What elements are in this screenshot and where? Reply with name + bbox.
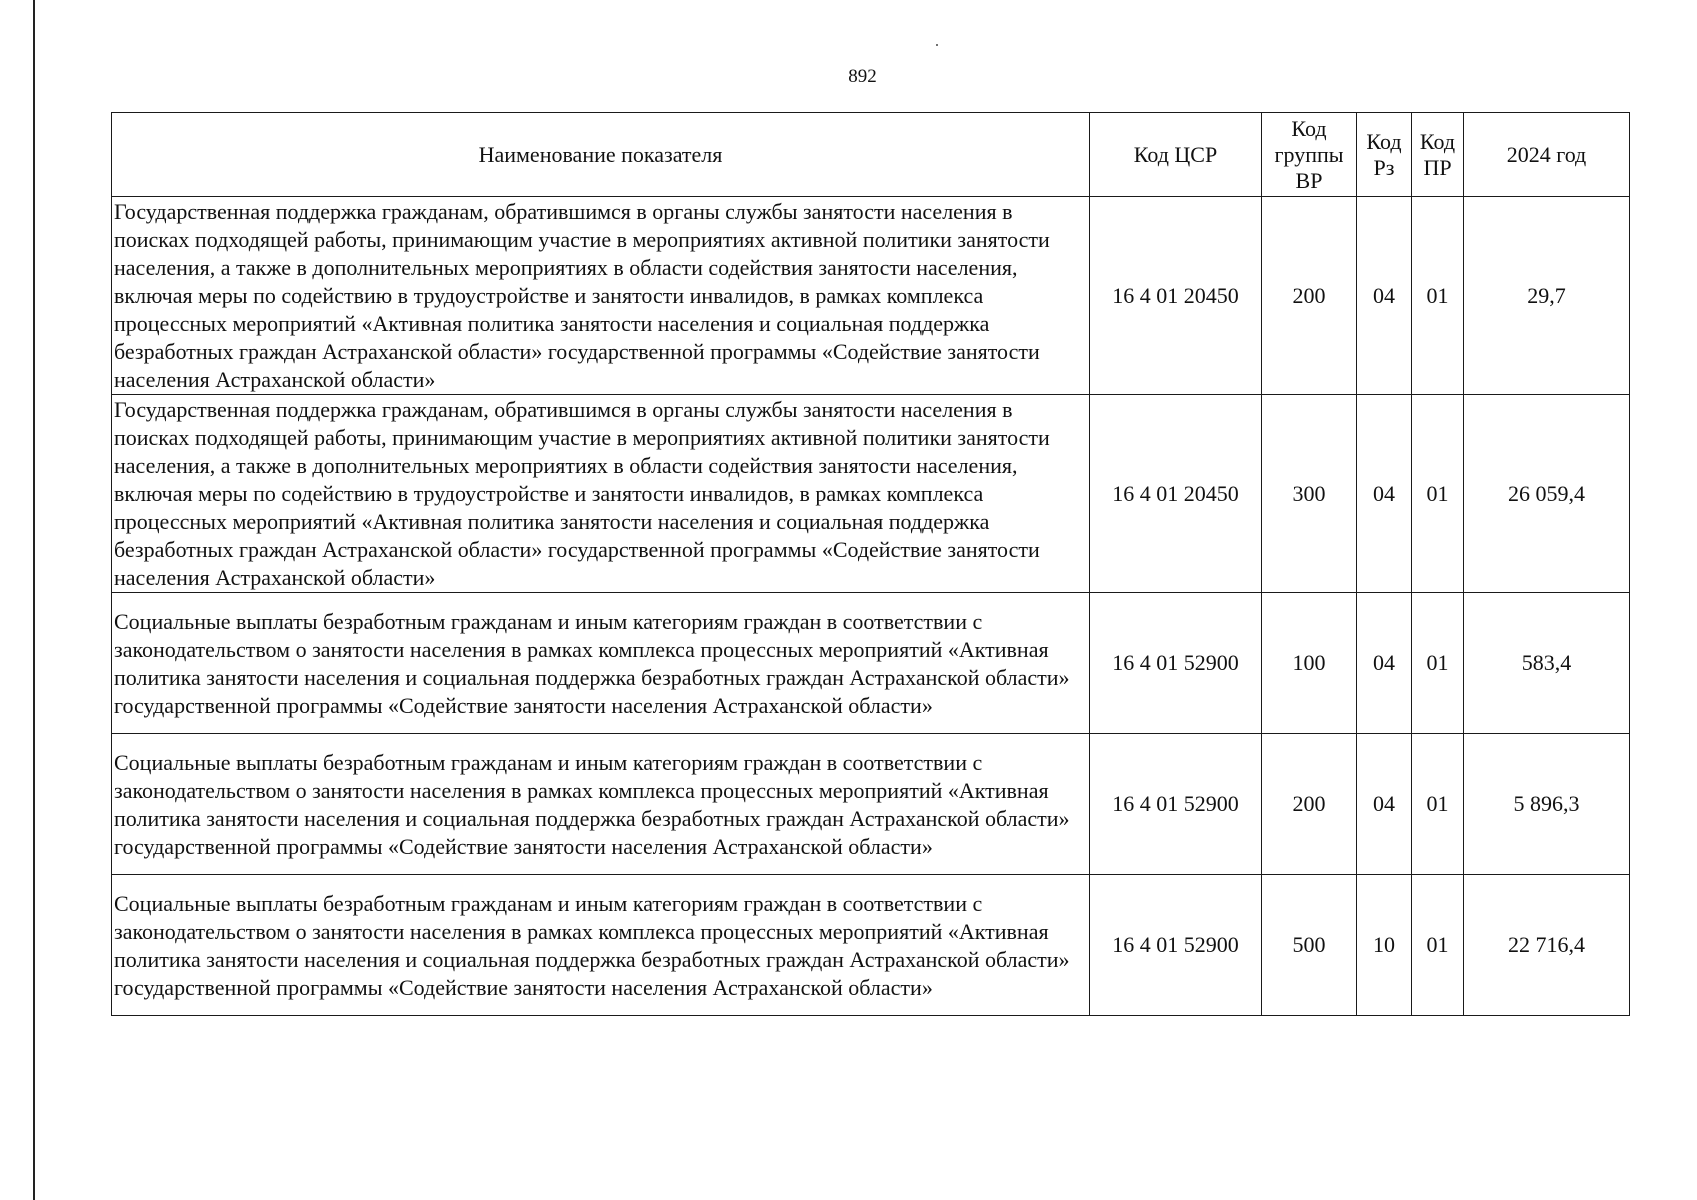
row-rz-code: 04 — [1357, 593, 1412, 734]
row-rz-code: 10 — [1357, 875, 1412, 1016]
header-vr-code: Код группы ВР — [1262, 113, 1357, 197]
row-csr-code: 16 4 01 20450 — [1090, 197, 1262, 395]
row-pr-code: 01 — [1412, 197, 1464, 395]
table-row — [112, 875, 1630, 1016]
binding-margin-line — [33, 0, 35, 1200]
row-name: Социальные выплаты безработным гражданам и иным категориям граждан в соответствии с законодательством о занятости населения в рамках комплекса процессных мероприятий «Активная политика занятости населения и социальная поддержка безработных граждан Астраханской области» государственной программы «Содействие занятости населения Астраханской области» — [112, 734, 1090, 875]
header-pr-code: Код ПР — [1412, 113, 1464, 197]
row-name: Государственная поддержка гражданам, обратившимся в органы службы занятости населения в поисках подходящей работы, принимающим участие в мероприятиях активной политики занятости населения, а также в дополнительных мероприятиях в области содействия занятости населения, включая меры по содействию в трудоустройстве и занятости инвалидов, в рамках комплекса процессных мероприятий «Активная политика занятости населения и социальная поддержка безработных граждан Астраханской области» государственной программы «Содействие занятости населения Астраханской области» — [112, 197, 1090, 395]
header-year: 2024 год — [1464, 113, 1630, 197]
row-name: Социальные выплаты безработным гражданам и иным категориям граждан в соответствии с законодательством о занятости населения в рамках комплекса процессных мероприятий «Активная политика занятости населения и социальная поддержка безработных граждан Астраханской области» государственной программы «Содействие занятости населения Астраханской области» — [112, 875, 1090, 1016]
row-csr-code: 16 4 01 52900 — [1090, 734, 1262, 875]
budget-table — [111, 112, 1630, 1016]
row-csr-code: 16 4 01 52900 — [1090, 875, 1262, 1016]
row-rz-code: 04 — [1357, 197, 1412, 395]
row-amount: 26 059,4 — [1464, 395, 1630, 593]
row-amount: 29,7 — [1464, 197, 1630, 395]
row-amount: 583,4 — [1464, 593, 1630, 734]
row-pr-code: 01 — [1412, 734, 1464, 875]
row-rz-code: 04 — [1357, 395, 1412, 593]
header-rz-code: Код Рз — [1357, 113, 1412, 197]
row-vr-code: 100 — [1262, 593, 1357, 734]
page-number: 892 — [848, 66, 877, 87]
row-name: Государственная поддержка гражданам, обратившимся в органы службы занятости населения в поисках подходящей работы, принимающим участие в мероприятиях активной политики занятости населения, а также в дополнительных мероприятиях в области содействия занятости населения, включая меры по содействию в трудоустройстве и занятости инвалидов, в рамках комплекса процессных мероприятий «Активная политика занятости населения и социальная поддержка безработных граждан Астраханской области» государственной программы «Содействие занятости населения Астраханской области» — [112, 395, 1090, 593]
table-header-row — [112, 113, 1630, 197]
row-name: Социальные выплаты безработным гражданам и иным категориям граждан в соответствии с законодательством о занятости населения в рамках комплекса процессных мероприятий «Активная политика занятости населения и социальная поддержка безработных граждан Астраханской области» государственной программы «Содействие занятости населения Астраханской области» — [112, 593, 1090, 734]
row-pr-code: 01 — [1412, 395, 1464, 593]
row-csr-code: 16 4 01 52900 — [1090, 593, 1262, 734]
table-row — [112, 197, 1630, 395]
row-pr-code: 01 — [1412, 593, 1464, 734]
row-amount: 5 896,3 — [1464, 734, 1630, 875]
header-name: Наименование показателя — [112, 113, 1090, 197]
row-vr-code: 500 — [1262, 875, 1357, 1016]
row-amount: 22 716,4 — [1464, 875, 1630, 1016]
row-pr-code: 01 — [1412, 875, 1464, 1016]
table-row — [112, 734, 1630, 875]
table-row — [112, 395, 1630, 593]
row-vr-code: 300 — [1262, 395, 1357, 593]
scan-speck — [936, 44, 938, 46]
row-csr-code: 16 4 01 20450 — [1090, 395, 1262, 593]
row-rz-code: 04 — [1357, 734, 1412, 875]
header-csr-code: Код ЦСР — [1090, 113, 1262, 197]
row-vr-code: 200 — [1262, 734, 1357, 875]
row-vr-code: 200 — [1262, 197, 1357, 395]
table-row — [112, 593, 1630, 734]
